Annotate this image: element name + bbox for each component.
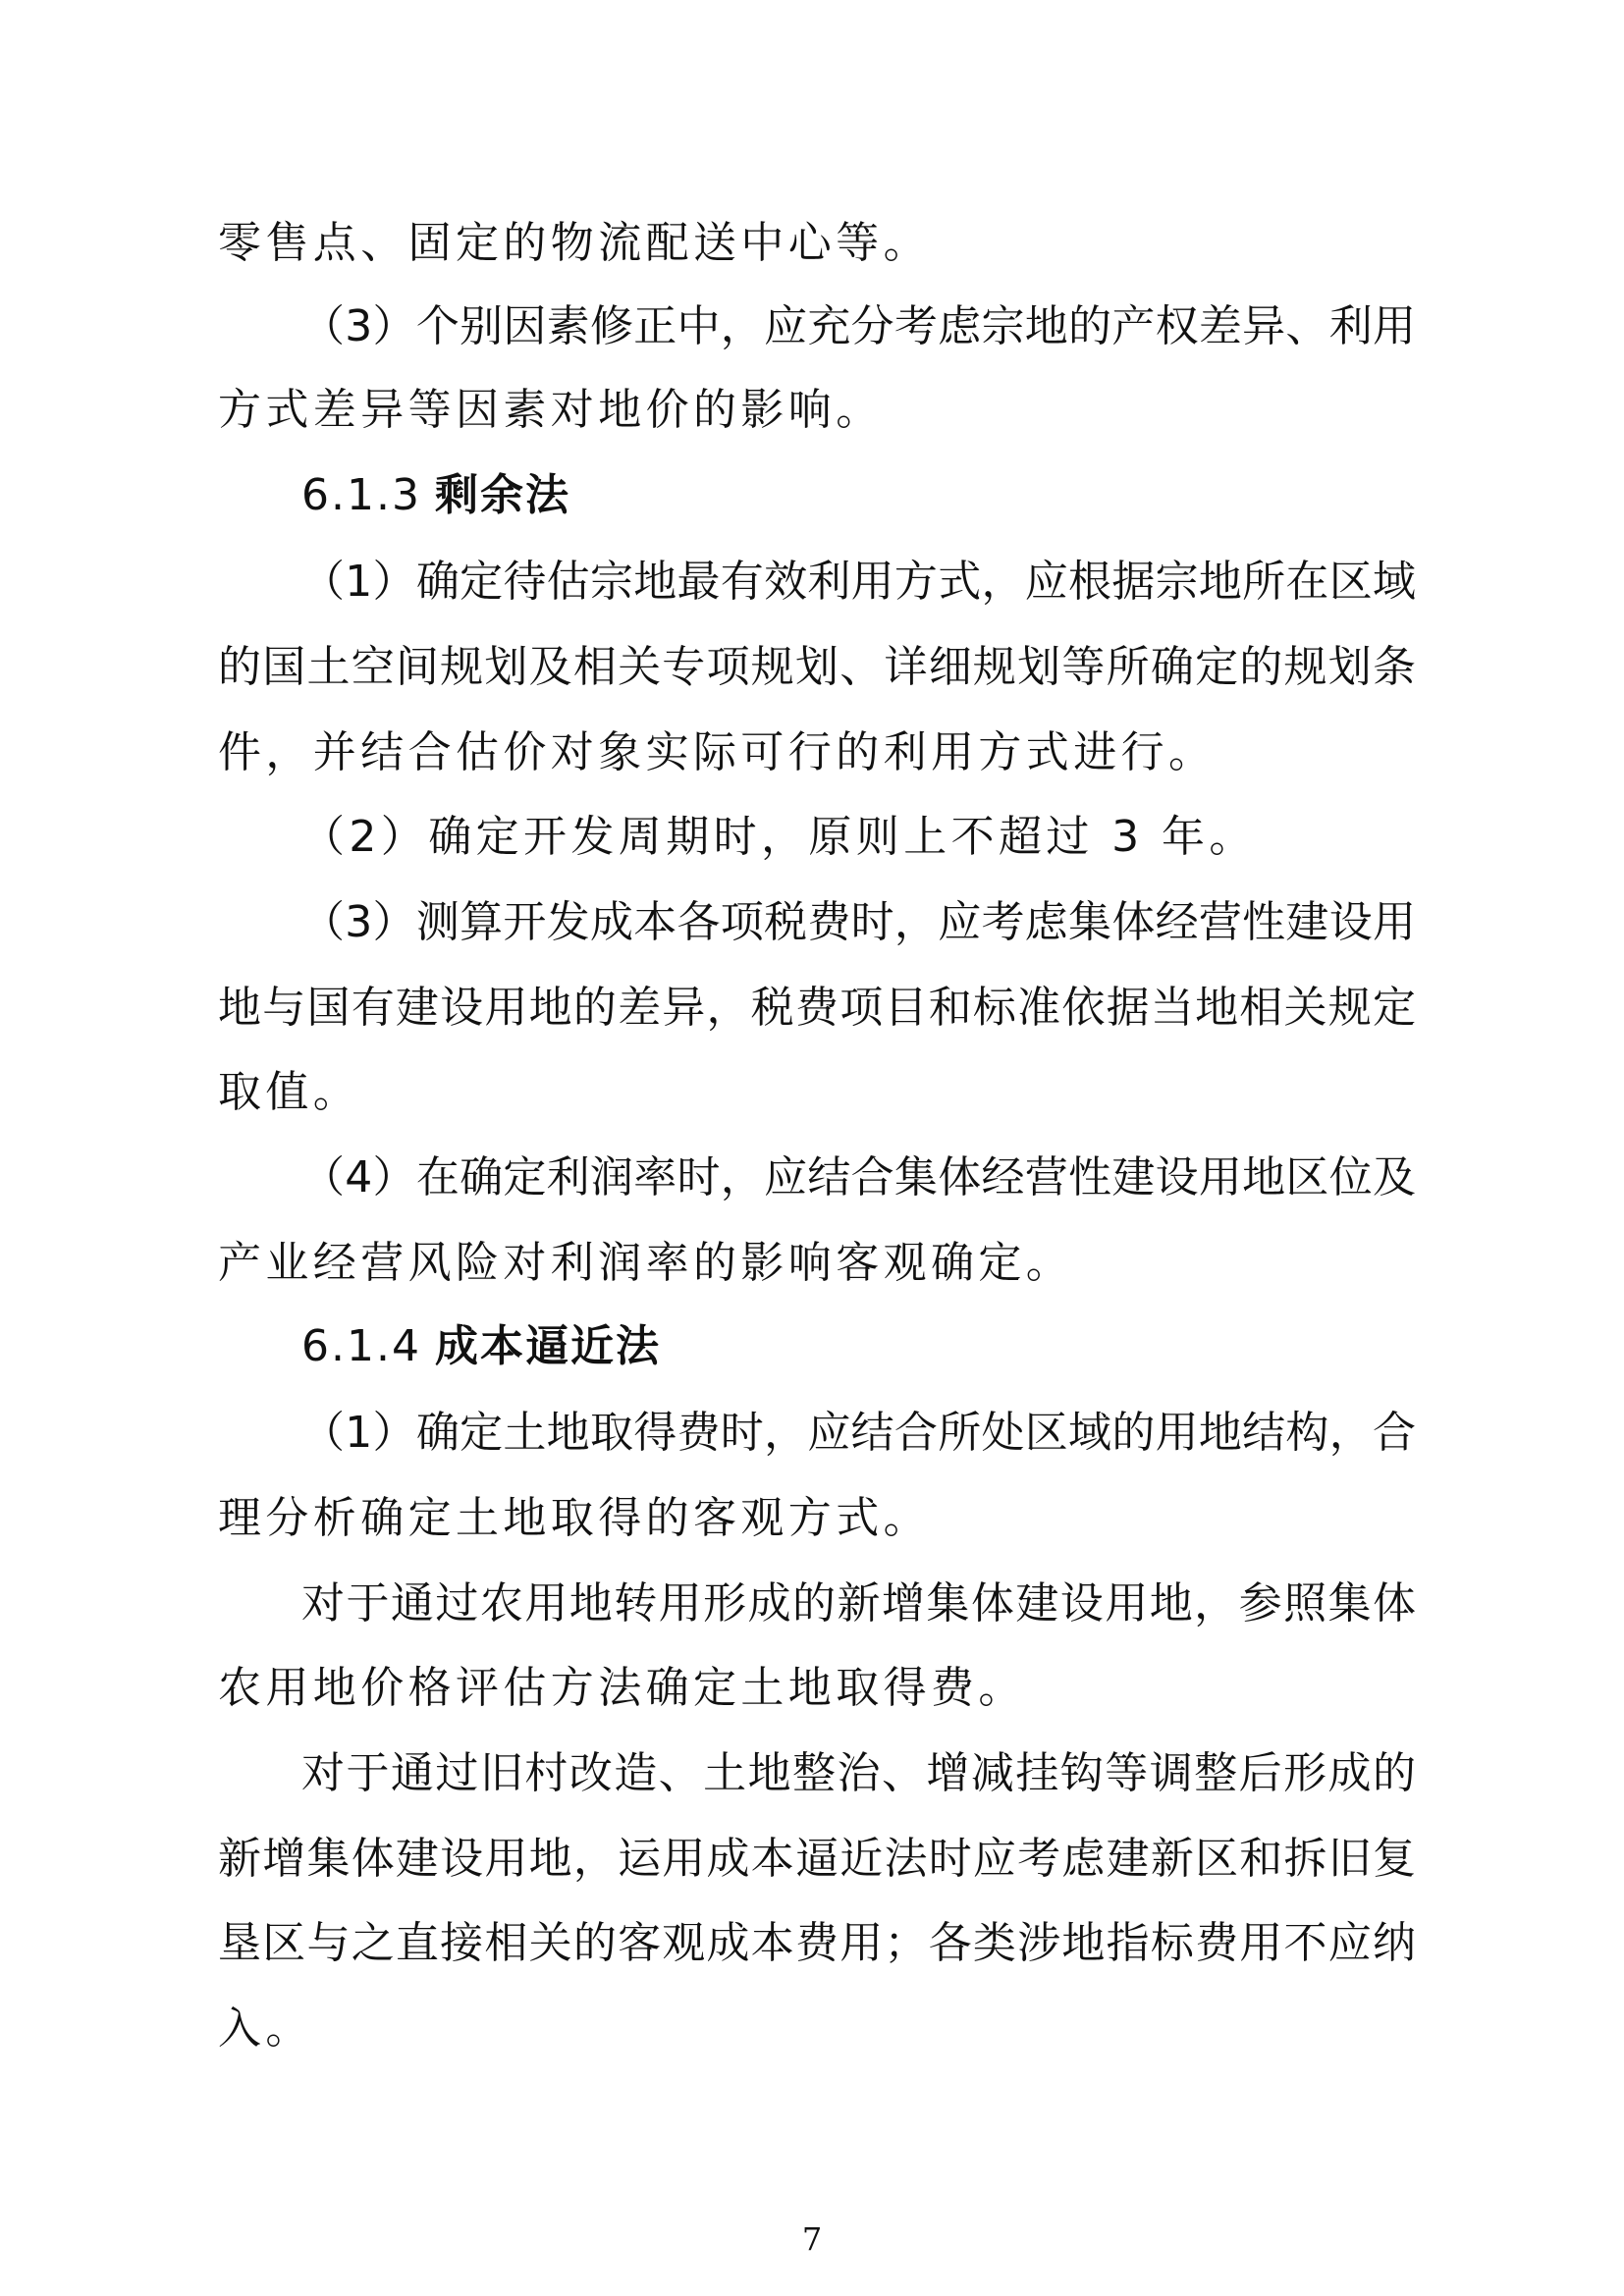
paragraph-line: 理分析确定土地取得的客观方式。 <box>218 1493 931 1543</box>
paragraph-line: （1）确定土地取得费时，应结合所处区域的用地结构，合 <box>301 1408 1416 1458</box>
paragraph-line: （1）确定待估宗地最有效利用方式，应根据宗地所在区域 <box>301 557 1416 607</box>
section-number: 6.1.3 <box>301 470 421 520</box>
paragraph-line: 新增集体建设用地，运用成本逼近法时应考虑建新区和拆旧复 <box>218 1834 1416 1884</box>
paragraph-line: 农用地价格评估方法确定土地取得费。 <box>218 1663 1026 1713</box>
paragraph-line: 入。 <box>218 2003 313 2054</box>
page-number: 7 <box>801 2220 823 2258</box>
paragraph-line: （3）个别因素修正中，应充分考虑宗地的产权差异、利用 <box>301 301 1416 351</box>
paragraph-line: 方式差异等因素对地价的影响。 <box>218 385 884 435</box>
paragraph-line: （2）确定开发周期时，原则上不超过 3 年。 <box>301 812 1257 862</box>
paragraph-line: 地与国有建设用地的差异，税费项目和标准依据当地相关规定 <box>218 983 1416 1033</box>
paragraph-line: 零售点、固定的物流配送中心等。 <box>218 218 931 268</box>
paragraph-line: 产业经营风险对利润率的影响客观确定。 <box>218 1238 1074 1288</box>
paragraph-line: 对于通过旧村改造、土地整治、增减挂钩等调整后形成的 <box>301 1748 1416 1798</box>
section-title: 成本逼近法 <box>434 1321 661 1371</box>
paragraph-line: （4）在确定利润率时，应结合集体经营性建设用地区位及 <box>301 1152 1416 1202</box>
paragraph-line: 的国土空间规划及相关专项规划、详细规划等所确定的规划条 <box>218 642 1416 692</box>
section-number: 6.1.4 <box>301 1321 421 1371</box>
paragraph-line: 垦区与之直接相关的客观成本费用；各类涉地指标费用不应纳 <box>218 1918 1416 1968</box>
section-heading-6-1-3 <box>301 466 1499 525</box>
section-title: 剩余法 <box>434 470 570 520</box>
paragraph-line: 对于通过农用地转用形成的新增集体建设用地，参照集体 <box>301 1578 1416 1629</box>
paragraph-line: 件，并结合估价对象实际可行的利用方式进行。 <box>218 727 1217 777</box>
paragraph-line: 取值。 <box>218 1067 361 1117</box>
paragraph-line: （3）测算开发成本各项税费时，应考虑集体经营性建设用 <box>301 897 1416 947</box>
section-heading-6-1-4 <box>301 1317 1499 1376</box>
